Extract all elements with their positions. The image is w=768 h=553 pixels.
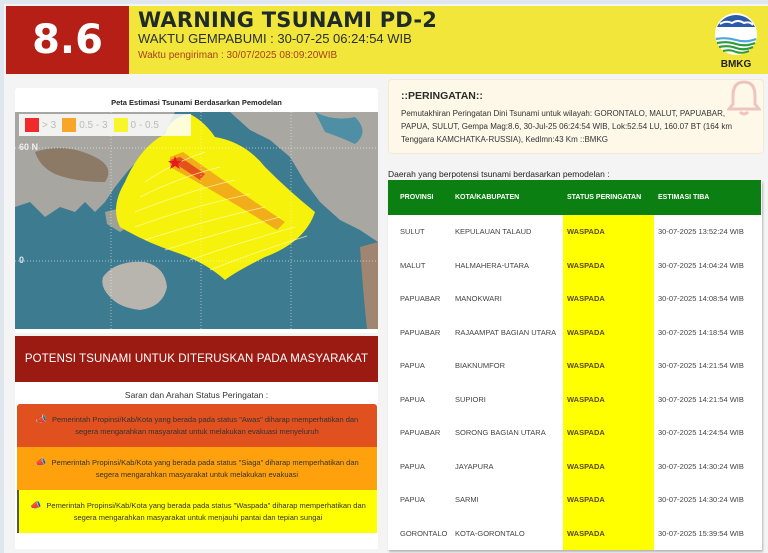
cell-status: WASPADA	[563, 450, 654, 484]
cell-provinsi: PAPUABAR	[400, 327, 441, 337]
bell-icon	[727, 79, 761, 116]
column-header-eta: ESTIMASI TIBA	[654, 180, 761, 215]
table-row	[388, 517, 761, 551]
legend-swatch-yellow	[114, 118, 128, 132]
regions-table-card	[388, 180, 762, 550]
advice-card	[15, 382, 378, 549]
map-legend	[19, 114, 191, 136]
regions-table	[388, 180, 761, 550]
megaphone-icon: 📣	[35, 457, 47, 467]
cell-status: WASPADA	[563, 249, 654, 283]
warning-title: WARNING TSUNAMI PD-2	[138, 8, 438, 32]
cell-kota: HALMAHERA-UTARA	[455, 260, 530, 270]
table-row	[388, 316, 761, 350]
cell-provinsi: MALUT	[400, 260, 426, 270]
bmkg-logo	[712, 12, 760, 70]
megaphone-icon: 📣	[30, 500, 42, 510]
cell-status: WASPADA	[563, 282, 654, 316]
cell-eta: 30-07-2025 14:21:54 WIB	[658, 394, 744, 404]
cell-eta: 30-07-2025 15:39:54 WIB	[658, 528, 744, 538]
cell-provinsi: PAPUA	[400, 461, 425, 471]
cell-provinsi: PAPUA	[400, 361, 425, 371]
cell-provinsi: GORONTALO	[400, 528, 448, 538]
advice-text: Pemerintah Propinsi/Kab/Kota yang berada pada status "Waspada" diharap memperhatikan dan segera mengarahkan masyarakat untuk menjauhi pantai dan tepian sungai	[46, 501, 366, 522]
cell-provinsi: PAPUABAR	[400, 428, 441, 438]
cell-kota: KEPULAUAN TALAUD	[455, 227, 532, 237]
cell-kota: SARMI	[455, 495, 479, 505]
advice-text: Pemerintah Propinsi/Kab/Kota yang berada pada status "Siaga" diharap memperhatikan dan segera mengarahkan masyarakat untuk melakukan evakuasi	[51, 458, 359, 479]
cell-kota: SORONG BAGIAN UTARA	[455, 428, 546, 438]
legend-item-high	[25, 118, 56, 132]
advice-waspada	[17, 490, 377, 533]
warning-heading: ::PERINGATAN::	[401, 90, 483, 102]
advice-siaga	[17, 447, 377, 490]
tsunami-estimation-map[interactable]	[15, 112, 378, 329]
legend-label: 0 - 0.5	[130, 119, 159, 131]
map-graphic	[15, 112, 378, 329]
tsunami-map-card	[15, 88, 378, 333]
cell-status: WASPADA	[563, 349, 654, 383]
table-header-row	[388, 180, 761, 215]
cell-eta: 30-07-2025 14:04:24 WIB	[658, 260, 744, 270]
cell-eta: 30-07-2025 14:21:54 WIB	[658, 361, 744, 371]
cell-eta: 30-07-2025 14:18:54 WIB	[658, 327, 744, 337]
table-row	[388, 416, 761, 450]
legend-swatch-orange	[62, 118, 76, 132]
table-row	[388, 383, 761, 417]
column-header-provinsi: PROVINSI	[388, 180, 443, 215]
column-header-kota: KOTA/KABUPATEN	[443, 180, 563, 215]
cell-status: WASPADA	[563, 215, 654, 249]
cell-kota: KOTA-GORONTALO	[455, 528, 525, 538]
table-row	[388, 349, 761, 383]
magnitude-badge: 8.6	[6, 6, 129, 74]
megaphone-icon: 📣	[35, 414, 47, 424]
table-row	[388, 450, 761, 484]
cell-kota: JAYAPURA	[455, 461, 494, 471]
cell-status: WASPADA	[563, 416, 654, 450]
cell-provinsi: SULUT	[400, 227, 425, 237]
cell-eta: 30-07-2025 14:08:54 WIB	[658, 294, 744, 304]
cell-eta: 30-07-2025 14:30:24 WIB	[658, 495, 744, 505]
advice-awas	[17, 404, 377, 447]
legend-label: 0.5 - 3	[79, 119, 108, 131]
legend-item-medium	[62, 118, 107, 132]
send-time: Waktu pengiriman : 30/07/2025 08:09:20WIB	[138, 50, 338, 61]
cell-status: WASPADA	[563, 517, 654, 551]
table-row	[388, 282, 761, 316]
cell-status: WASPADA	[563, 316, 654, 350]
advice-text: Pemerintah Propinsi/Kab/Kota yang berada pada status "Awas" diharap memperhatikan dan segera mengarahkan masyarakat untuk melakukan evakuasi menyeluruh	[52, 415, 359, 436]
lat-label-0: 0	[19, 255, 25, 265]
cell-status: WASPADA	[563, 483, 654, 517]
table-row	[388, 215, 761, 249]
cell-eta: 30-07-2025 14:30:24 WIB	[658, 461, 744, 471]
bmkg-logo-icon	[712, 12, 760, 58]
warning-body: Pemutakhiran Peringatan Dini Tsunami untuk wilayah: GORONTALO, MALUT, PAPUABAR, PAPUA, SULUT, Gempa Mag:8.6, 30-Jul-25 06:24:54 WIB, Lok:52.54 LU, 160.07 BT (164 km Tenggara KAMCHATKA-RUSSIA), Kedlmn:43 Km ::BMKG	[401, 109, 732, 144]
cell-status: WASPADA	[563, 383, 654, 417]
cell-provinsi: PAPUABAR	[400, 294, 441, 304]
legend-label: > 3	[42, 119, 57, 131]
cell-provinsi: PAPUA	[400, 495, 425, 505]
column-header-status: STATUS PERINGATAN	[563, 180, 654, 215]
bmkg-logo-text: BMKG	[720, 59, 752, 70]
warning-card	[388, 79, 764, 154]
cell-kota: MANOKWARI	[455, 294, 502, 304]
table-row	[388, 249, 761, 283]
map-title: Peta Estimasi Tsunami Berdasarkan Pemodelan	[111, 98, 282, 107]
lat-label-60n: 60 N	[19, 142, 39, 152]
warning-header	[6, 6, 768, 74]
cell-provinsi: PAPUA	[400, 394, 425, 404]
earthquake-time: WAKTU GEMPABUMI : 30-07-25 06:24:54 WIB	[138, 31, 412, 46]
cell-eta: 30-07-2025 13:52:24 WIB	[658, 227, 744, 237]
table-row	[388, 483, 761, 517]
cell-eta: 30-07-2025 14:24:54 WIB	[658, 428, 744, 438]
regions-label: Daerah yang berpotensi tsunami berdasarkan pemodelan :	[388, 169, 610, 179]
potensi-banner: POTENSI TSUNAMI UNTUK DITERUSKAN PADA MASYARAKAT	[15, 336, 378, 382]
legend-item-low	[114, 118, 159, 132]
cell-kota: RAJAAMPAT BAGIAN UTARA	[455, 327, 557, 337]
cell-kota: BIAKNUMFOR	[455, 361, 506, 371]
cell-kota: SUPIORI	[455, 394, 486, 404]
advice-title: Saran dan Arahan Status Peringatan :	[124, 390, 269, 400]
legend-swatch-red	[25, 118, 39, 132]
